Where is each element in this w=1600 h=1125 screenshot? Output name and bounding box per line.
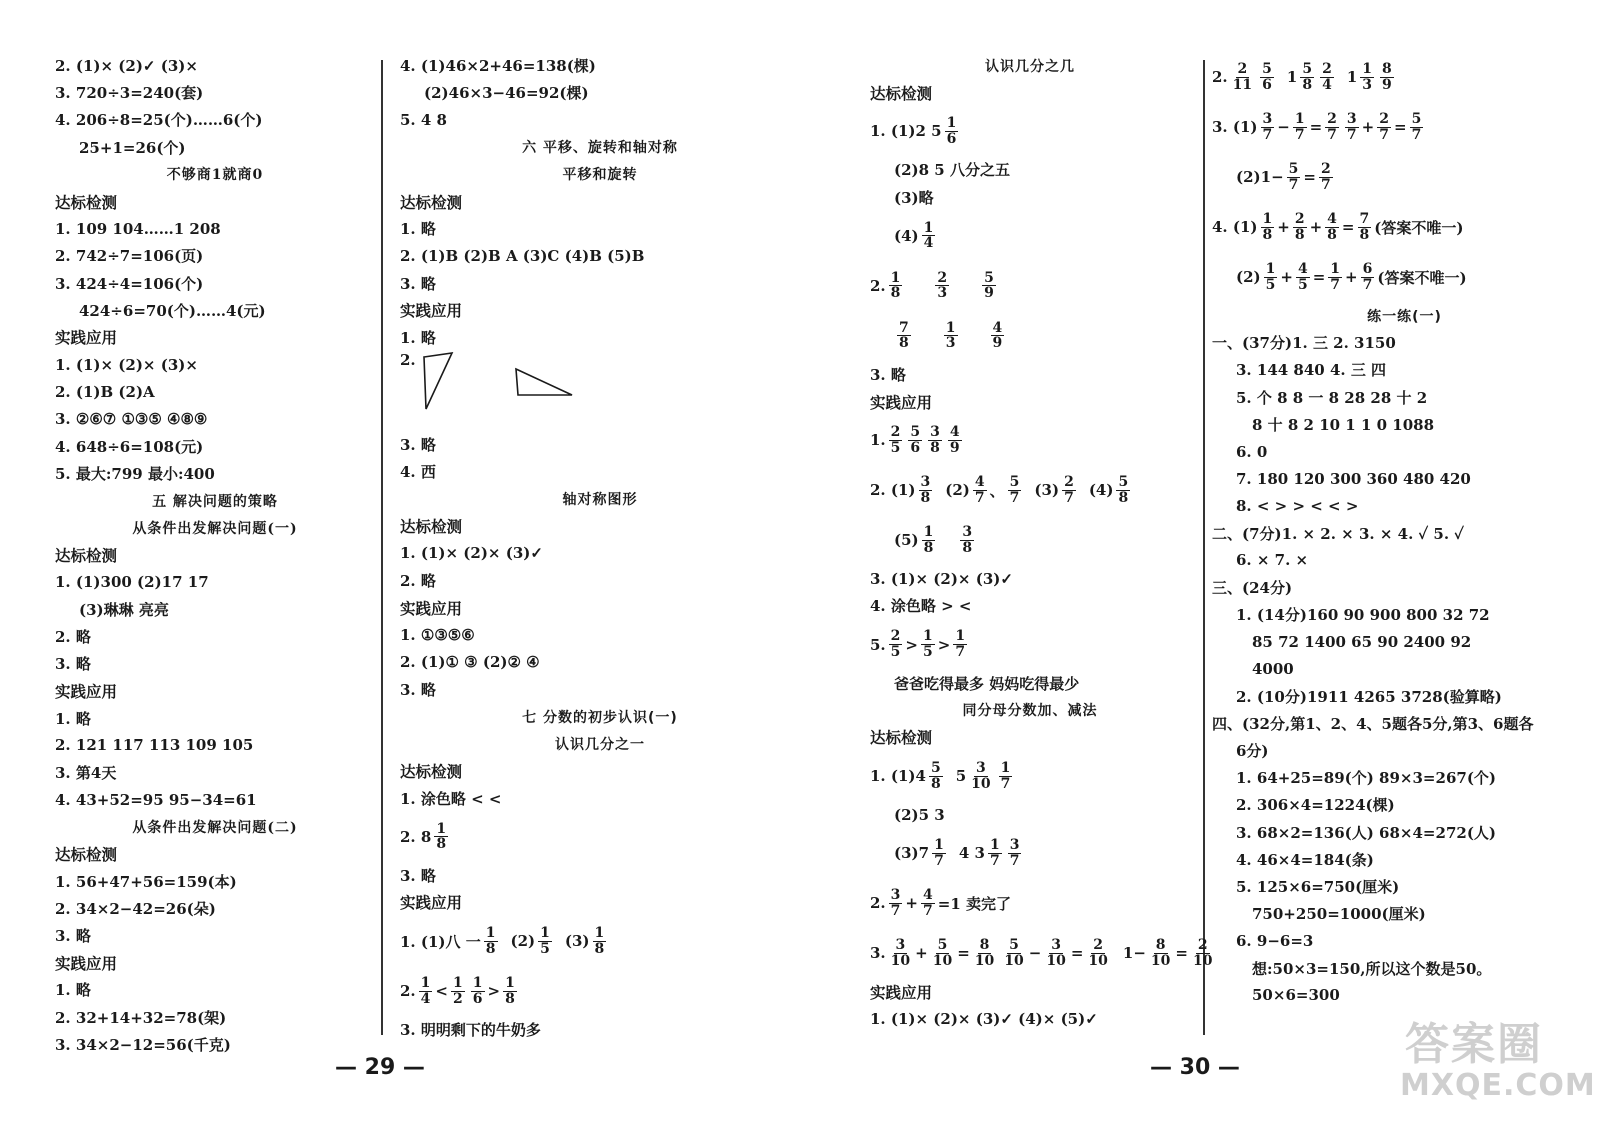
- fraction: 3 7: [1009, 837, 1020, 869]
- fraction: 4 7: [974, 473, 985, 506]
- fraction: 2 5: [890, 423, 901, 456]
- fraction: 5 8: [1302, 60, 1313, 93]
- answer-line: 2. (1)① ③ (2)② ④: [400, 653, 540, 672]
- answer-line: (2)46×3−46=92(棵): [424, 84, 589, 103]
- answer-line: 2. 8 1 8: [400, 820, 447, 853]
- fraction: 1 8: [923, 523, 934, 556]
- answer-line: 1. 2 5 5 6 3 8 4 9: [870, 423, 960, 456]
- fraction: 8 9: [1382, 60, 1392, 93]
- answer-line: 2. (1)B (2)B A (3)C (4)B (5)B: [400, 246, 645, 265]
- answer-line: 85 72 1400 65 90 2400 92: [1252, 632, 1472, 651]
- chapter-title: 五 解决问题的策略: [152, 493, 278, 510]
- fraction: 2 4: [1322, 60, 1332, 93]
- answer-line: (2)8 5 八分之五: [894, 161, 1010, 180]
- fraction: $\frac{2}{7}$: [1320, 160, 1331, 193]
- chapter-title: 练一练(一): [1367, 308, 1442, 325]
- answer-line: 3. 34×2−12=56(千克): [55, 1035, 231, 1054]
- section-heading: 达标检测: [400, 762, 463, 781]
- answer-line: 3. 略: [400, 680, 436, 699]
- fraction: $\frac{3}{10}$: [1046, 937, 1066, 969]
- fraction: 1 6: [472, 974, 483, 1007]
- answer-line: 2. 306×4=1224(棵): [1236, 796, 1395, 815]
- fraction: 1 8: [1262, 210, 1273, 243]
- note-line: 不够商1就商0: [166, 167, 264, 184]
- fraction: $\frac{4}{5}$: [1297, 260, 1308, 293]
- section-heading: 达标检测: [400, 518, 463, 537]
- fraction: $\frac{8}{10}$: [1150, 937, 1171, 969]
- fraction: $\frac{4}{8}$: [1327, 210, 1337, 243]
- fraction: $\frac{2}{10}$: [1088, 937, 1108, 969]
- answer-line: 1. 56+47+56=159(本): [55, 872, 237, 891]
- fraction: 4 9: [949, 423, 960, 456]
- answer-line: 爸爸吃得最多 妈妈吃得最少: [894, 674, 1080, 693]
- chapter-title: 六 平移、旋转和轴对称: [522, 140, 678, 157]
- answer-line: 2. (1)B (2)A: [55, 382, 155, 401]
- fraction: 2 3: [937, 269, 948, 302]
- fraction: 1 8: [485, 924, 496, 957]
- answer-line: (5) 1 8 3 8: [894, 523, 973, 556]
- fraction: 3 10: [890, 937, 911, 969]
- answer-line: (2)1− $\frac{5}{7}$ = $\frac{2}{7}$: [1236, 160, 1331, 193]
- lesson-title: 认识几分之一: [555, 736, 645, 753]
- tall-triangle-figure: [424, 353, 452, 409]
- answer-line: 想:50×3=150,所以这个数是50。: [1252, 959, 1492, 978]
- lesson-title: 从条件出发解决问题(二): [132, 819, 298, 836]
- fraction: 2 5: [890, 628, 901, 660]
- answer-line: 2. 1 4 < 1 2 1 6 > 1 8: [400, 974, 515, 1007]
- fraction: 7 8: [899, 319, 909, 352]
- answer-line: 1. (1)300 (2)17 17: [55, 573, 209, 592]
- fraction: $\frac{2}{7}$: [1327, 110, 1337, 143]
- answer-line: 5. 4 8: [400, 110, 447, 129]
- fraction: 1 3: [1362, 60, 1373, 93]
- answer-line: 1. 涂色略 < <: [400, 789, 502, 808]
- section-heading: 实践应用: [55, 329, 118, 348]
- answer-line: 25+1=26(个): [79, 138, 186, 157]
- chapter-title: 七 分数的初步认识(一): [522, 709, 678, 726]
- fraction: $\frac{2}{7}$: [1379, 110, 1389, 143]
- column-1: [55, 52, 375, 1058]
- lesson-title: 平移和旋转: [562, 167, 638, 184]
- column-divider-right: [1203, 60, 1205, 1035]
- fraction: 2 11: [1232, 60, 1253, 93]
- answer-line: 1. 64+25=89(个) 89×3=267(个): [1236, 769, 1497, 788]
- answer-line: 1. (1)2 5 1 6: [870, 115, 957, 147]
- fraction: 1 8: [436, 820, 447, 853]
- answer-line: 5. 125×6=750(厘米): [1236, 878, 1400, 897]
- answer-line: 4. 46×4=184(条): [1236, 850, 1374, 869]
- fraction: 1 8: [594, 924, 605, 957]
- fraction: $\frac{5}{7}$: [1288, 160, 1299, 193]
- column-3: [870, 52, 1213, 1033]
- answer-line: 3. 略: [400, 436, 436, 455]
- answer-line: 8. < > > < < >: [1236, 496, 1359, 515]
- answer-line: 4. 648÷6=108(元): [55, 437, 204, 456]
- answer-line: 三、(24分): [1212, 578, 1293, 597]
- answer-line: (3)琳琳 亮亮: [79, 600, 169, 619]
- fraction: 1 7: [934, 837, 944, 869]
- fraction: $\frac{8}{10}$: [974, 937, 995, 969]
- answer-line: 424÷6=70(个)……4(元): [79, 301, 266, 320]
- answer-line: 4. (1)46×2+46=138(棵): [400, 57, 596, 76]
- fraction: 2 7: [1064, 473, 1074, 506]
- answer-line: 2. (1) 3 8 (2) 4 7 、 5 7 (3) 2 7 (4) 5 8: [870, 473, 1129, 506]
- answer-line: 1. ①③⑤⑥: [400, 625, 475, 644]
- fraction: 5 6: [1262, 60, 1272, 93]
- answer-line: 3. (1) 3 7 − $\frac{1}{7}$ = $\frac{2}{7}$ 3 7 + $\frac{2}{7}$ = $\frac{5}{7}$: [1212, 110, 1422, 143]
- fraction: 5 9: [984, 269, 994, 302]
- answer-line: 4. 涂色略 > <: [870, 597, 972, 616]
- answer-line: 3. 424÷4=106(个): [55, 274, 204, 293]
- fraction: $\frac{5}{10}$: [932, 937, 953, 969]
- section-heading: 达标检测: [870, 729, 933, 748]
- answer-line: 750+250=1000(厘米): [1252, 905, 1426, 924]
- fraction: 5 8: [1118, 473, 1129, 506]
- answer-line: 2. (10分)1911 4265 3728(验算略): [1236, 687, 1502, 706]
- page-number-29: — 29 —: [335, 1055, 425, 1080]
- answer-line: 2. 32+14+32=78(架): [55, 1008, 227, 1027]
- answer-line: 4. 西: [400, 463, 436, 482]
- answer-line: 3. 略: [55, 655, 91, 674]
- answer-line: 2. 3 7 + $\frac{4}{7}$ =1 卖完了: [870, 887, 1011, 919]
- answer-line: 1. (1)八 一 1 8 (2) 1 5 (3) 1 8: [400, 924, 605, 957]
- answer-line: 8 十 8 2 10 1 1 0 1088: [1252, 415, 1435, 434]
- fraction: 1 7: [989, 837, 1000, 869]
- watermark-url: MXQE.COM: [1400, 1068, 1596, 1103]
- fraction: 4 9: [992, 319, 1003, 352]
- fraction: $\frac{5}{7}$: [1411, 110, 1422, 143]
- section-heading: 达标检测: [55, 193, 118, 212]
- answer-line: 3. (1)× (2)× (3)✓: [870, 569, 1013, 588]
- section-heading: 达标检测: [870, 84, 933, 103]
- answer-line: (3)7 1 7 4 3 1 7 3 7: [894, 837, 1020, 869]
- section-heading: 实践应用: [400, 599, 463, 618]
- section-heading: 达标检测: [400, 193, 463, 212]
- fraction: 5 8: [930, 759, 941, 792]
- lesson-title: 从条件出发解决问题(一): [132, 520, 298, 537]
- answer-line: (2) 1 5 + $\frac{4}{5}$ = $\frac{1}{7}$ + $\frac{6}{7}$ (答案不唯一): [1236, 260, 1467, 293]
- flat-triangle-figure: [516, 369, 572, 395]
- answer-line: 3. 略: [400, 866, 436, 885]
- column-2: [400, 52, 800, 1043]
- fraction: $\frac{1}{7}$: [1294, 110, 1305, 143]
- answer-line: 3. 略: [400, 274, 436, 293]
- answer-line: 6. 0: [1236, 442, 1268, 461]
- answer-line: 7. 180 120 300 360 480 420: [1236, 469, 1471, 488]
- lesson-title: 同分母分数加、减法: [962, 703, 1098, 720]
- answer-line: 4. 43+52=95 95−34=61: [55, 790, 257, 809]
- section-heading: 实践应用: [870, 983, 933, 1002]
- answer-line: 1. 略: [55, 709, 91, 728]
- answer-line: [870, 311, 1190, 361]
- fraction: 1 4: [420, 974, 431, 1007]
- watermark-logo: 答案圈: [1405, 1019, 1543, 1070]
- item-number: 2.: [400, 351, 416, 370]
- answer-line: 2. (1)× (2)✓ (3)×: [55, 56, 198, 75]
- fraction: 1 2: [453, 974, 463, 1007]
- answer-line: 3. 略: [55, 927, 91, 946]
- fraction: 3 8: [962, 523, 973, 556]
- answer-line: 2. 2 11 5 6 1 5 8 2 4 1 1 3 8 9: [1212, 60, 1392, 93]
- answer-line: 1. 略: [400, 328, 436, 347]
- answer-line: (2)5 3: [894, 805, 945, 824]
- fraction: $\frac{4}{7}$: [923, 887, 933, 919]
- answer-line: 二、(7分)1. × 2. × 3. × 4. ✓ 5. ✓: [1212, 524, 1464, 543]
- column-divider-left: [381, 60, 383, 1035]
- figure-line: [400, 351, 800, 431]
- answer-line: 四、(32分,第1、2、4、5题各5分,第3、6题各: [1212, 714, 1534, 733]
- fraction: $\frac{1}{7}$: [1330, 260, 1341, 293]
- answer-line: 2. 1 8 2 3 5 9: [870, 269, 994, 302]
- answer-line: 2. 略: [400, 572, 436, 591]
- fraction: 1 6: [946, 115, 957, 147]
- answer-line: 4. 206÷8=25(个)……6(个): [55, 111, 263, 130]
- answer-line: 3. 144 840 4. 三 四: [1236, 361, 1387, 380]
- fraction: $\frac{7}{8}$: [1359, 210, 1370, 243]
- section-heading: 实践应用: [870, 393, 933, 412]
- answer-line: 6. 9−6=3: [1236, 931, 1314, 950]
- section-heading: 实践应用: [55, 954, 118, 973]
- answer-line: 1. (1)× (2)× (3)×: [55, 355, 198, 374]
- fraction: $\frac{2}{8}$: [1294, 210, 1305, 243]
- answer-line: 2. 121 117 113 109 105: [55, 736, 254, 755]
- fraction: 1 5: [540, 924, 550, 957]
- section-heading: 实践应用: [400, 302, 463, 321]
- answer-line: 1. 略: [55, 981, 91, 1000]
- answer-line: 6分): [1236, 742, 1269, 761]
- fraction: 1 5: [923, 628, 933, 660]
- answer-line: 一、(37分)1. 三 2. 3150: [1212, 334, 1396, 353]
- answer-line: 3. 第4天: [55, 763, 117, 782]
- fraction: 3 7: [890, 887, 901, 919]
- answer-line: 2. 34×2−42=26(朵): [55, 899, 216, 918]
- section-heading: 实践应用: [55, 682, 118, 701]
- fraction: $\frac{2}{10}$: [1192, 937, 1213, 969]
- answer-line: 3. 明明剩下的牛奶多: [400, 1021, 541, 1040]
- answer-line: 1. 109 104……1 208: [55, 219, 221, 238]
- answer-line: 4000: [1252, 660, 1294, 679]
- answer-line: 1. (1)× (2)× (3)✓ (4)× (5)✓: [870, 1010, 1098, 1029]
- answer-line: 50×6=300: [1252, 986, 1340, 1005]
- section-heading: 实践应用: [400, 894, 463, 913]
- answer-line: 4. (1) 1 8 + $\frac{2}{8}$ + $\frac{4}{8}$ = $\frac{7}{8}$ (答案不唯一): [1212, 210, 1464, 243]
- answer-line: 3. 720÷3=240(套): [55, 84, 204, 103]
- fraction: 1 7: [1000, 759, 1011, 792]
- column-4: [1212, 52, 1597, 1009]
- fraction: $\frac{6}{7}$: [1362, 260, 1373, 293]
- answer-line: 2. 略: [55, 628, 91, 647]
- answer-line: 5. 个 8 8 一 8 28 28 十 2: [1236, 388, 1428, 407]
- fraction: 3 8: [930, 423, 940, 456]
- fraction: 3 7: [1346, 110, 1357, 143]
- answer-line: (4) 1 4: [894, 219, 934, 252]
- fraction: 1 7: [955, 628, 966, 660]
- section-heading: 达标检测: [55, 846, 118, 865]
- fraction: 5 10: [1004, 937, 1024, 969]
- fraction: 1 4: [923, 219, 934, 252]
- fraction: 5 6: [910, 423, 921, 456]
- fraction: 3 10: [971, 759, 991, 792]
- answer-line: 3. ②⑥⑦ ①③⑤ ④⑧⑨: [55, 410, 208, 429]
- answer-line: 2. 742÷7=106(页): [55, 247, 204, 266]
- fraction: 3 7: [1262, 110, 1273, 143]
- fraction: 1 3: [945, 319, 956, 352]
- fraction: 1 5: [1265, 260, 1276, 293]
- answer-line: 1. (1)× (2)× (3)✓: [400, 544, 543, 563]
- answer-line: 3. 68×2=136(人) 68×4=272(人): [1236, 823, 1497, 842]
- answer-line: 3. 略: [870, 365, 906, 384]
- answer-line: 5. 2 5 > 1 5 > 1 7: [870, 628, 966, 660]
- answer-line: 1. (1)4 5 8 5 3 10 1 7: [870, 759, 1011, 792]
- fraction: 5 7: [1009, 473, 1020, 506]
- fraction: 3 8: [920, 473, 931, 506]
- answer-line: 6. × 7. ×: [1236, 551, 1309, 570]
- answer-line: 1. (14分)160 90 900 800 32 72: [1236, 606, 1490, 625]
- lesson-title: 轴对称图形: [562, 492, 638, 509]
- triangle-figures: [416, 351, 616, 431]
- fraction: 1 8: [505, 974, 515, 1007]
- page-number-30: — 30 —: [1150, 1055, 1240, 1080]
- fraction: 1 8: [890, 269, 901, 302]
- answer-line: 5. 最大:799 最小:400: [55, 464, 215, 483]
- answer-line: (3)略: [894, 188, 934, 207]
- section-heading: 达标检测: [55, 546, 118, 565]
- lesson-title: 认识几分之几: [985, 58, 1075, 75]
- answer-line: 3. 3 10 + $\frac{5}{10}$ = $\frac{8}{10}$ 5 10 − $\frac{3}{10}$ = $\frac{2}{10}$ 1− $\frac{8}{10}$ = $\frac{2}{10}$: [870, 937, 1213, 969]
- answer-line: 1. 略: [400, 220, 436, 239]
